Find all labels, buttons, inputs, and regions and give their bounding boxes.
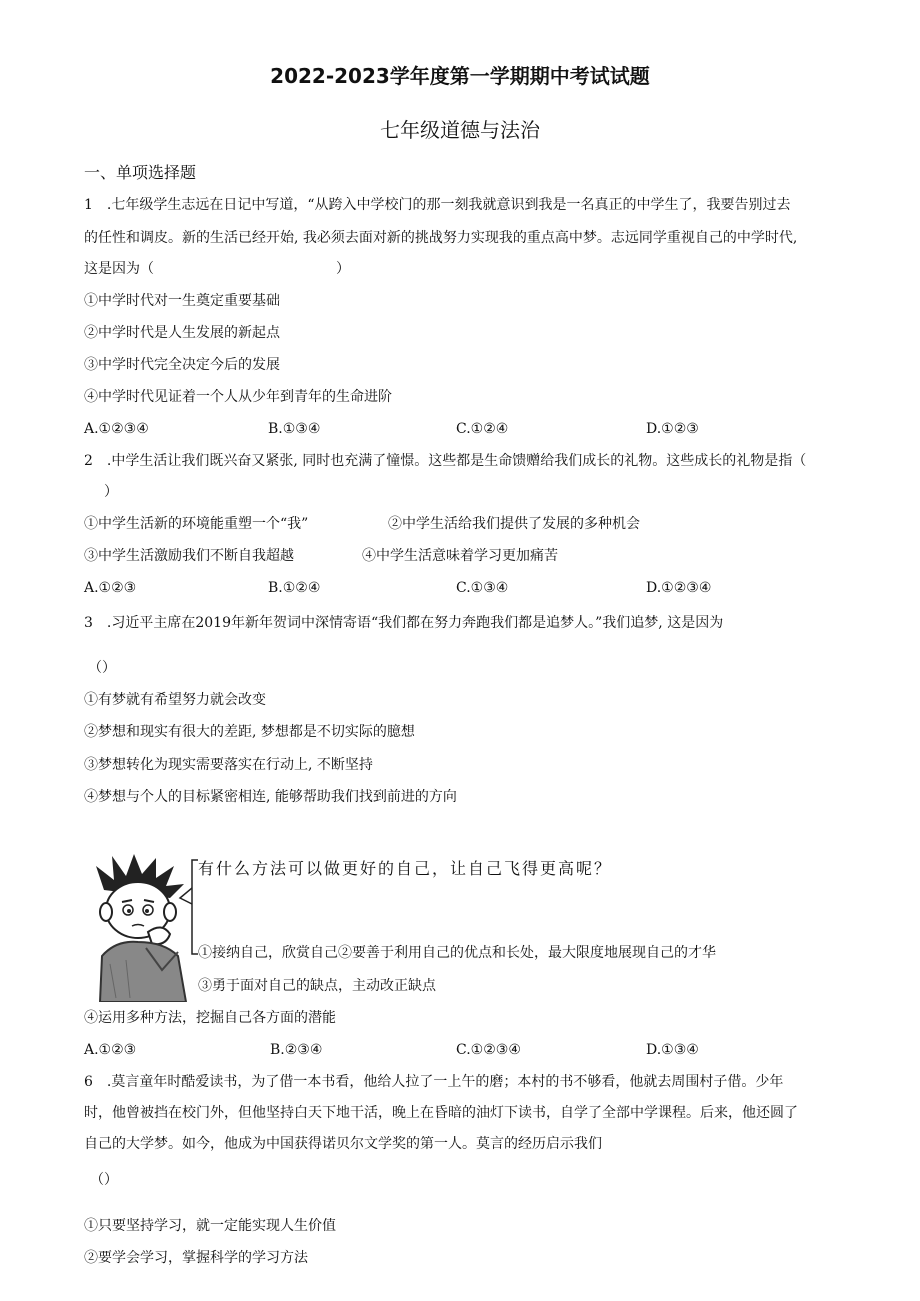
- q1-stem-line2: 的任性和调皮。新的生活已经开始, 我必须去面对新的挑战努力实现我的重点高中梦。志远同学重视自己的中学时代,: [84, 230, 798, 246]
- q2-choice-b: B.①②④: [268, 580, 321, 596]
- q6-option: ②要学会学习，掌握科学的学习方法: [84, 1250, 308, 1266]
- q3-option: ④梦想与个人的目标紧密相连, 能够帮助我们找到前进的方向: [84, 789, 457, 805]
- q5-choice-c: C.①②③④: [456, 1042, 521, 1058]
- q1-option: ③中学时代完全决定今后的发展: [84, 357, 280, 373]
- q2-choice-d: D.①②③④: [646, 580, 712, 596]
- q6-stem-line1: 6 .莫言童年时酷爱读书，为了借一本书看，他给人拉了一上午的磨；本村的书不够看，他就去周围村子借。少年: [84, 1074, 784, 1090]
- exam-title: 2022-2023学年度第一学期期中考试试题: [270, 64, 650, 88]
- q1-choice-a: A.①②③④: [84, 421, 149, 437]
- q5-option: ④运用多种方法，挖掘自己各方面的潜能: [84, 1010, 336, 1026]
- q1-choice-c: C.①②④: [456, 421, 509, 437]
- exam-subject: 七年级道德与法治: [380, 118, 540, 142]
- q1-option: ②中学时代是人生发展的新起点: [84, 325, 280, 341]
- q6-stem-line3: 自己的大学梦。如今，他成为中国获得诺贝尔文学奖的第一人。莫言的经历启示我们: [84, 1136, 602, 1152]
- q5-option: ③勇于面对自己的缺点，主动改正缺点: [198, 978, 436, 994]
- speech-bracket: [178, 858, 200, 958]
- q2-option: ③中学生活激励我们不断自我超越: [84, 548, 294, 564]
- q5-choice-d: D.①③④: [646, 1042, 699, 1058]
- q1-option: ①中学时代对一生奠定重要基础: [84, 293, 280, 309]
- q2-option: ④中学生活意味着学习更加痛苦: [362, 548, 558, 564]
- q3-stem-line1: 3 .习近平主席在2019年新年贺词中深情寄语“我们都在努力奔跑我们都是追梦人。”我们追梦, 这是因为: [84, 615, 724, 631]
- speech-bubble-text: 有什么方法可以做更好的自己，让自己飞得更高呢？: [198, 859, 613, 878]
- q6-stem-line4: （）: [90, 1172, 118, 1188]
- q1-choice-d: D.①②③: [646, 421, 699, 437]
- q2-option: ①中学生活新的环境能重塑一个“我”: [84, 516, 309, 532]
- q3-option: ③梦想转化为现实需要落实在行动上, 不断坚持: [84, 757, 373, 773]
- q2-choice-a: A.①②③: [84, 580, 137, 596]
- q2-stem-line1: 2 .中学生活让我们既兴奋又紧张, 同时也充满了憧憬。这些都是生命馈赠给我们成长的礼物。这些成长的礼物是指（: [84, 453, 807, 469]
- q1-choice-b: B.①③④: [268, 421, 321, 437]
- q5-choice-a: A.①②③: [84, 1042, 137, 1058]
- q5-choice-b: B.②③④: [270, 1042, 323, 1058]
- section-heading: 一、单项选择题: [84, 163, 197, 182]
- q6-stem-line2: 时，他曾被挡在校门外，但他坚持白天下地干活，晚上在昏暗的油灯下读书，自学了全部中学课程。后来，他还圆了: [84, 1105, 798, 1121]
- q1-option: ④中学时代见证着一个人从少年到青年的生命进阶: [84, 389, 392, 405]
- q2-choice-c: C.①③④: [456, 580, 509, 596]
- q3-option: ①有梦就有希望努力就会改变: [84, 692, 266, 708]
- q6-option: ①只要坚持学习，就一定能实现人生价值: [84, 1218, 336, 1234]
- q3-option: ②梦想和现实有很大的差距, 梦想都是不切实际的臆想: [84, 724, 415, 740]
- q3-stem-line2: （）: [88, 660, 116, 676]
- q1-stem-line1: 1 .七年级学生志远在日记中写道，“从跨入中学校门的那一刻我就意识到我是一名真正的中学生了，我要告别过去: [84, 197, 791, 213]
- q1-stem-line3: 这是因为（ ）: [84, 261, 350, 277]
- q5-option: ①接纳自己，欣赏自己②要善于利用自己的优点和长处，最大限度地展现自己的才华: [198, 945, 716, 961]
- q2-option: ②中学生活给我们提供了发展的多种机会: [388, 516, 640, 532]
- q2-stem-line2: ）: [104, 484, 118, 500]
